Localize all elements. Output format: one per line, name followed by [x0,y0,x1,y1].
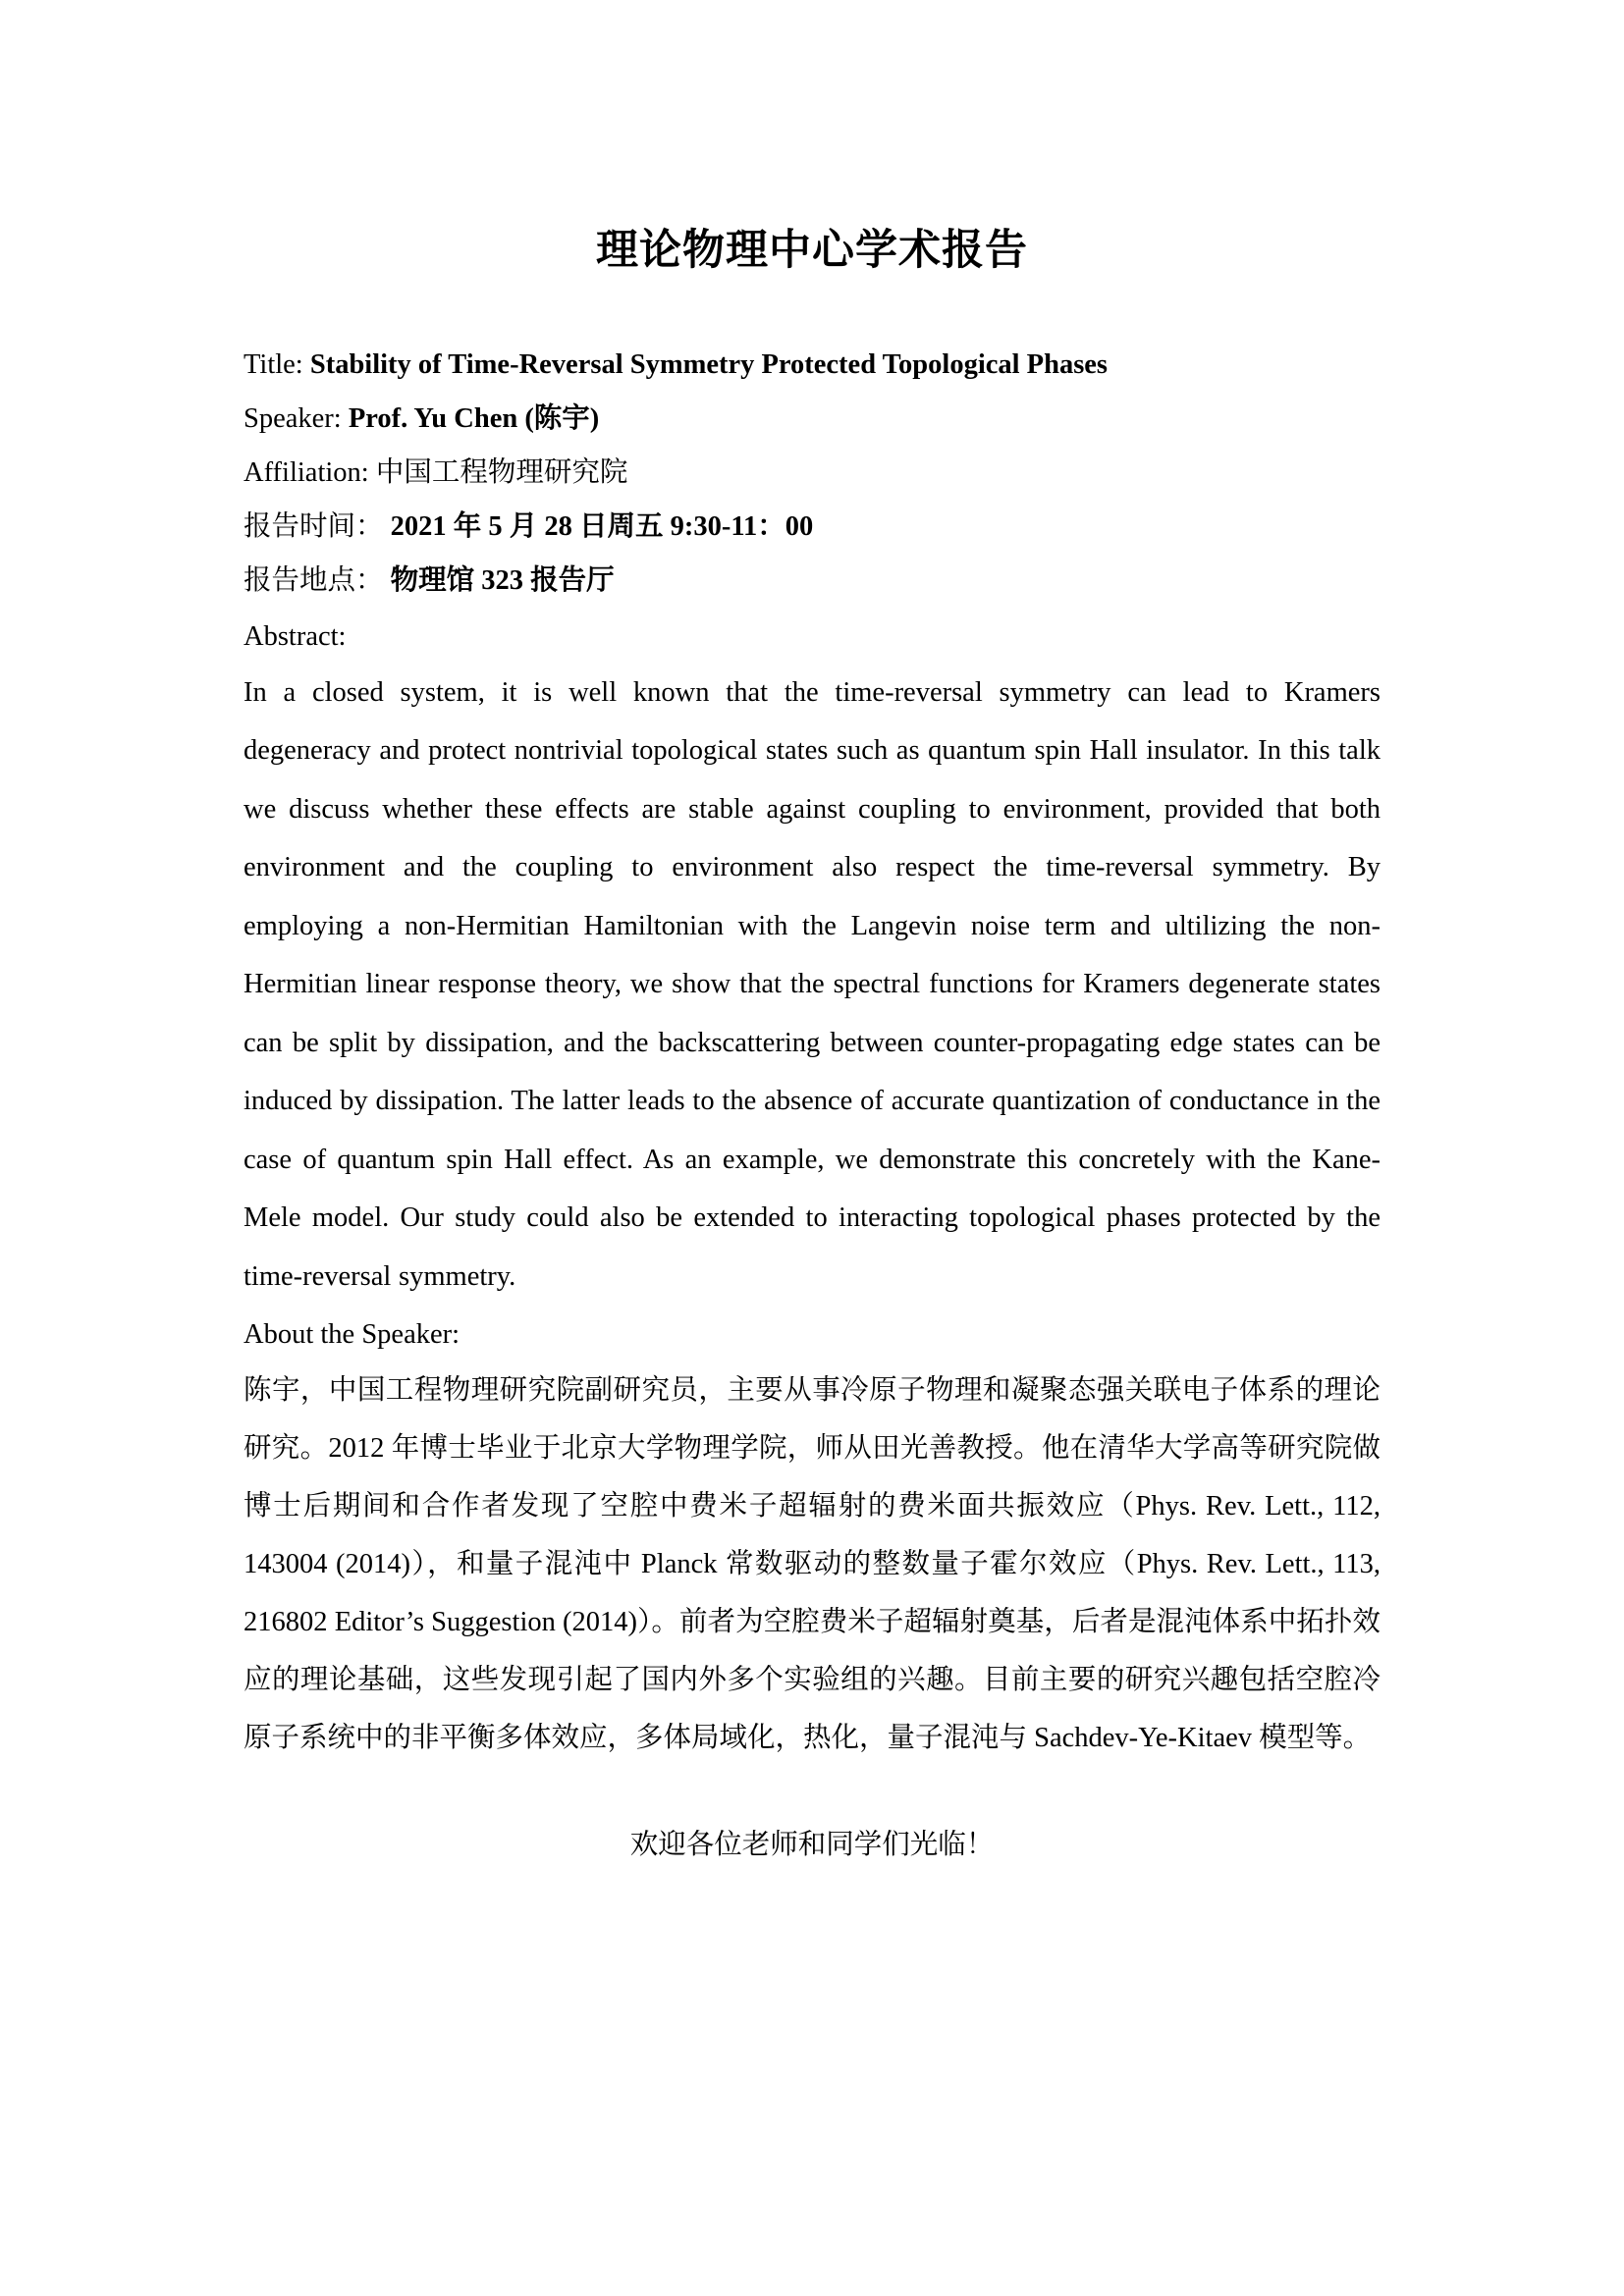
welcome-footer: 欢迎各位老师和同学们光临！ [629,1830,995,1861]
affiliation-label: Affiliation: [244,456,369,488]
document-content [244,0,1380,1865]
speaker-value: Prof. Yu Chen (陈宇) [348,402,600,434]
meta-row-speaker [244,392,1380,446]
venue-label: 报告地点： [244,564,384,596]
time-value: 2021 年 5 月 28 日周五 9:30-11：00 [390,510,814,542]
about-speaker-heading: About the Speaker: [244,1319,460,1351]
affiliation-value: 中国工程物理研究院 [375,456,628,488]
meta-row-title [244,338,1380,392]
title-value: Stability of Time-Reversal Symmetry Protected Topological Phases [309,348,1109,380]
title-label: Title: [244,348,303,380]
meta-row-time [244,500,1380,554]
abstract-heading: Abstract: [244,620,347,652]
speaker-label: Speaker: [244,402,342,434]
meta-row-affiliation [244,446,1380,500]
page-title: 理论物理中心学术报告 [596,228,1028,274]
speaker-bio-paragraph: 陈宇，中国工程物理研究院副研究员，主要从事冷原子物理和凝聚态强关联电子体系的理论研究。2012 年博士毕业于北京大学物理学院，师从田光善教授。他在清华大学高等研究院做博士后期间和合作者发现了空腔中费米子超辐射的费米面共振效应（Phys. Rev. Lett., 112, 143004 (2014)），和量子混沌中 Planck 常数驱动的整数量子霍尔效应（Phys. Rev. Lett., 113, 216802 Editor’s Suggestion (2014)）。前者为空腔费米子超辐射奠基，后者是混沌体系中拓扑效应的理论基础，这些发现引起了国内外多个实验组的兴趣。目前主要的研究兴趣包括空腔冷原子系统中的非平衡多体效应，多体局域化，热化，量子混沌与 Sachdev-Ye-Kitaev 模型等。 [244,1375,1380,1754]
time-label: 报告时间： [244,510,384,542]
abstract-paragraph: In a closed system, it is well known that the time-reversal symmetry can lead to Kramers degeneracy and protect nontrivial topological states such as quantum spin Hall insulator. In this talk we discuss whether these effects are stable against coupling to environment, provided that both environment and the coupling to environment also respect the time-reversal symmetry. By employing a non-Hermitian Hamiltonian with the Langevin noise term and ultilizing the non-Hermitian linear response theory, we show that the spectral functions for Kramers degenerate states can be split by dissipation, and the backscattering between counter-propagating edge states can be induced by dissipation. The latter leads to the absence of accurate quantization of conductance in the case of quantum spin Hall effect. As an example, we demonstrate this concretely with the Kane-Mele model. Our study could also be extended to interacting topological phases protected by the time-reversal symmetry. [244,676,1380,1292]
meta-row-venue [244,554,1380,608]
talk-metadata [244,338,1380,608]
venue-value: 物理馆 323 报告厅 [390,564,615,596]
